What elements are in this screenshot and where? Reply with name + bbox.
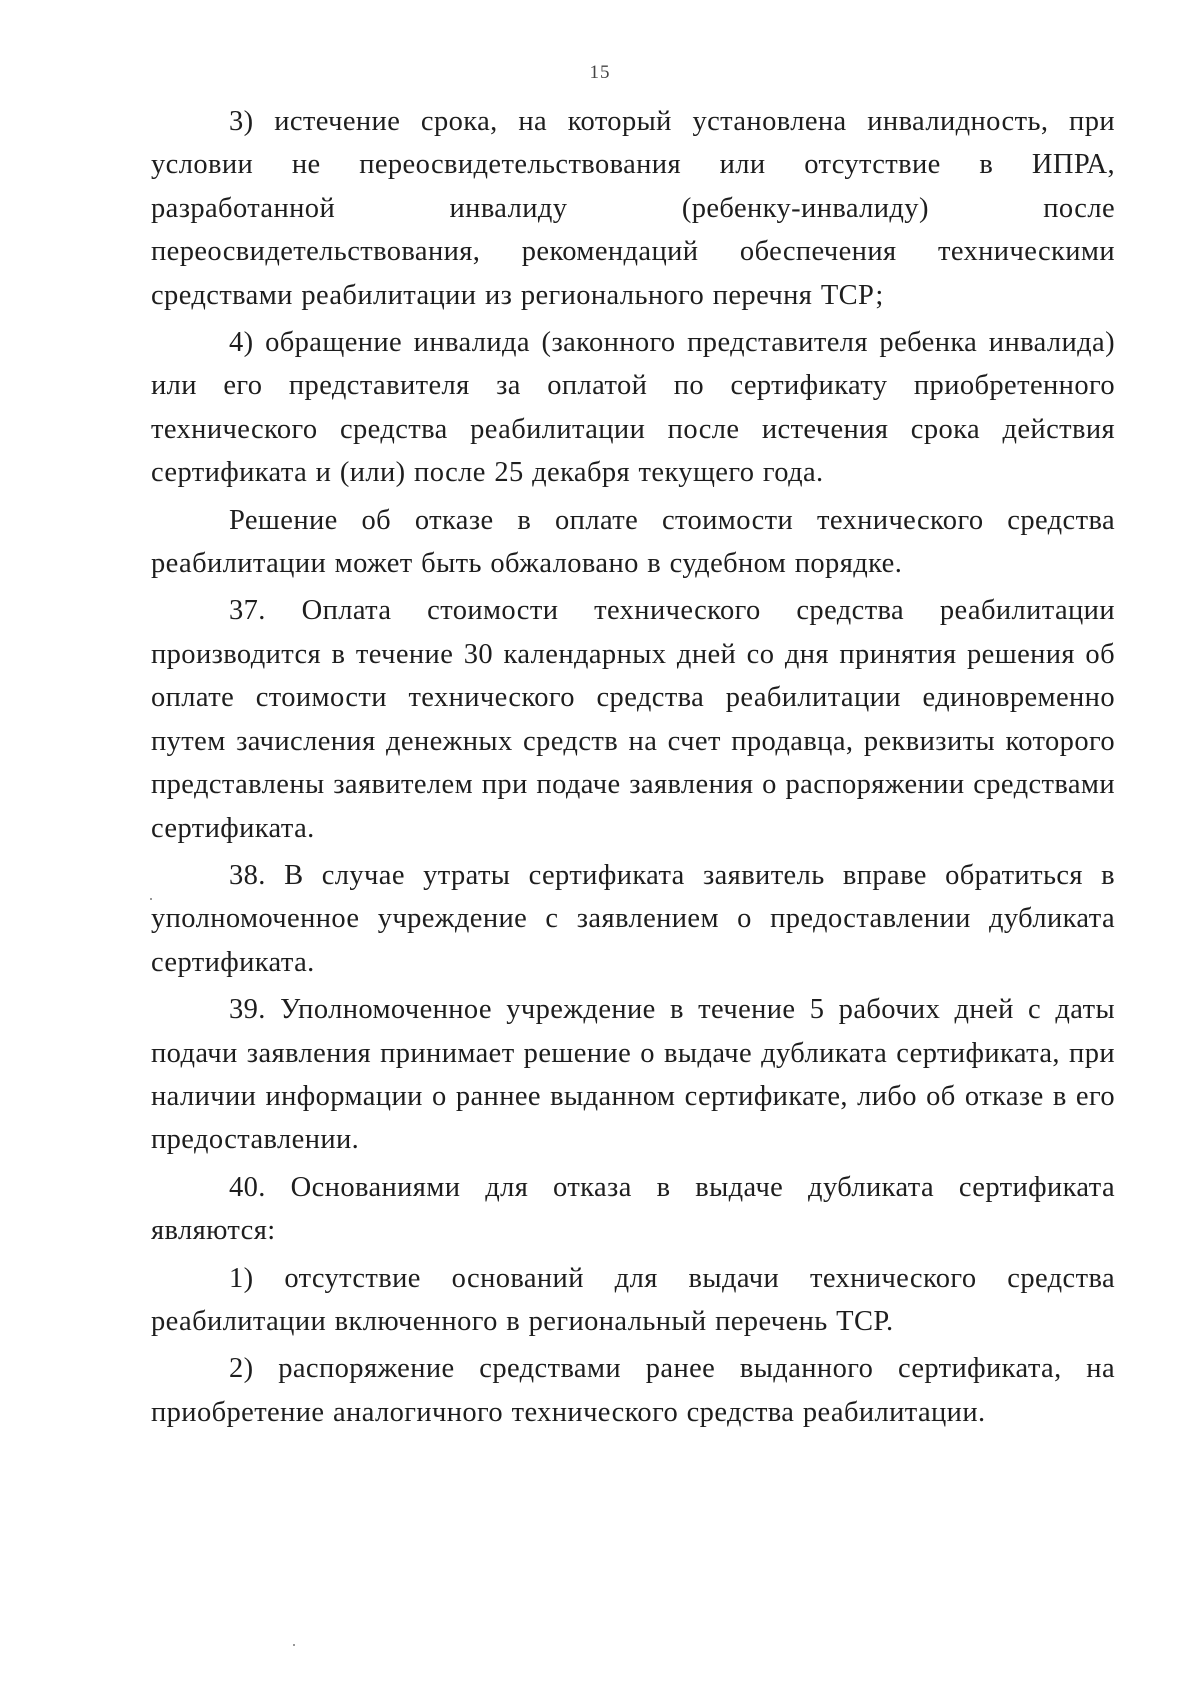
paragraph-appeal-note: Решение об отказе в оплате стоимости технического средства реабилитации может быть обжаловано в судебном порядке. [151, 504, 1115, 580]
scan-speck [293, 1644, 295, 1646]
paragraph-40-item-2: 2) распоряжение средствами ранее выданного сертификата, на приобретение аналогичного технического средства реабилитации. [151, 1353, 1115, 1428]
paragraph-40-item-1: 1) отсутствие оснований для выдачи технического средства реабилитации включенного в региональный перечень ТСР. [151, 1262, 1115, 1337]
paragraph-38: 38. В случае утраты сертификата заявитель вправе обратиться в уполномоченное учреждение с заявлением о предоставлении дубликата сертификата. [151, 859, 1115, 978]
paragraph-item-3: 3) истечение срока, на который установлена инвалидность, при условии не переосвидетельствования или отсутствие в ИПРА, разработанной инвалиду (ребенку-инвалиду) после переосвидетельствования, рекомендаций обеспечения техническими средствами реабилитации из регионального перечня ТСР; [151, 106, 1115, 311]
paragraph-item-4: 4) обращение инвалида (законного представителя ребенка инвалида) или его представителя за оплатой по сертификату приобретенного технического средства реабилитации после истечения срока действия сертификата и (или) после 25 декабря текущего года. [151, 327, 1115, 489]
document-body [151, 100, 1115, 1438]
paragraph-39: 39. Уполномоченное учреждение в течение 5 рабочих дней с даты подачи заявления принимает решение о выдаче дубликата сертификата, при наличии информации о раннее выданном сертификате, либо об отказе в его предоставлении. [151, 994, 1115, 1156]
paragraph-37: 37. Оплата стоимости технического средства реабилитации производится в течение 30 календарных дней со дня принятия решения об оплате стоимости технического средства реабилитации единовременно путем зачисления денежных средств на счет продавца, реквизиты которого представлены заявителем при подаче заявления о распоряжении средствами сертификата. [151, 595, 1115, 844]
page-number: 15 [589, 62, 611, 83]
scan-speck [150, 898, 152, 900]
paragraph-40: 40. Основаниями для отказа в выдаче дубликата сертификата являются: [151, 1171, 1115, 1247]
